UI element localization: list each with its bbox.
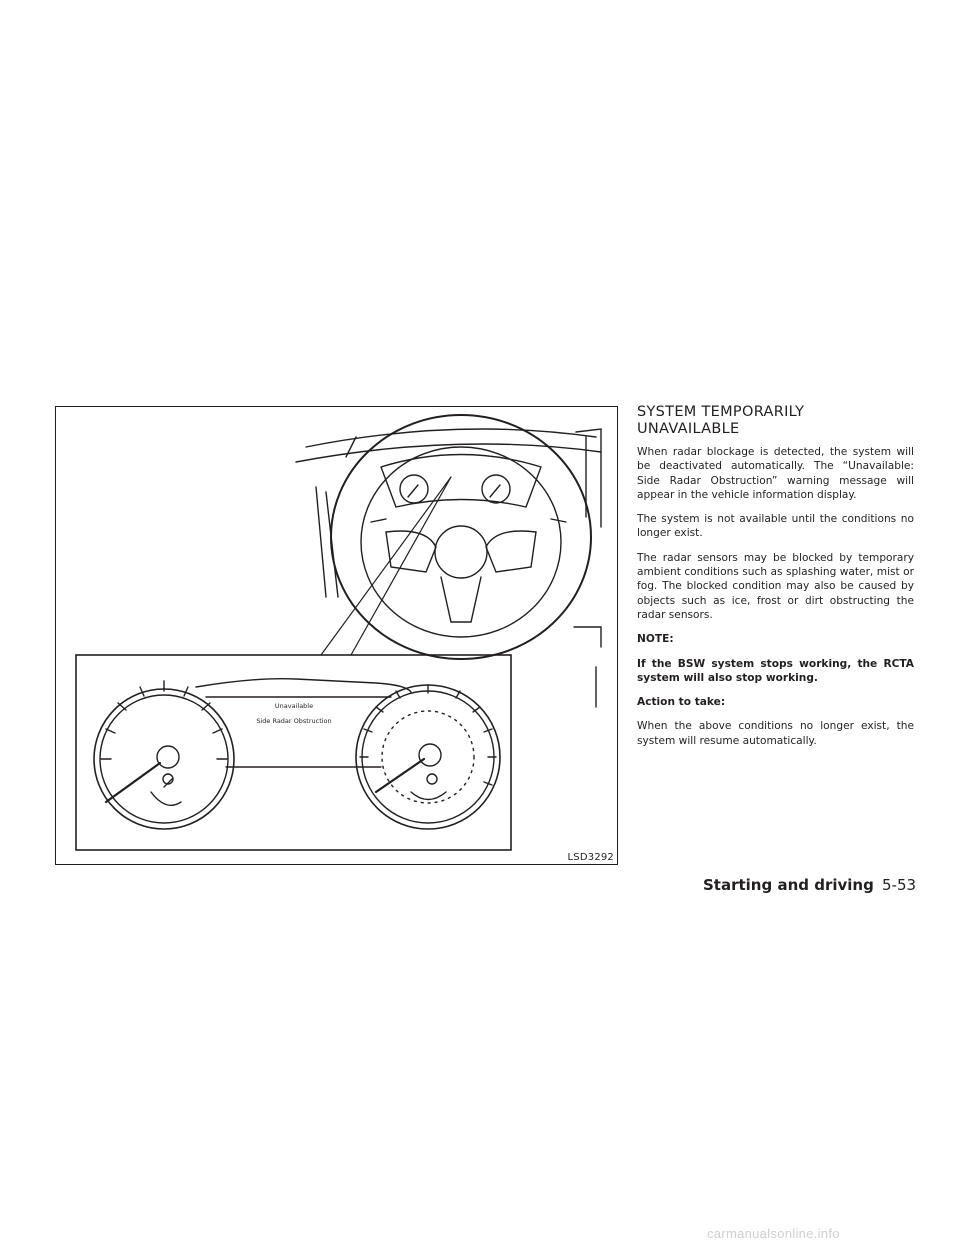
text-column xyxy=(637,404,914,758)
footer-page-number: 5-53 xyxy=(882,876,917,894)
figure-code: LSD3292 xyxy=(567,852,614,863)
paragraph-deactivation: When radar blockage is detected, the system will be deactivated automatically. The “Unavailable: Side Radar Obstruction” warning message will appear in the vehicle information display. xyxy=(637,446,914,501)
heading-line-2: UNAVAILABLE xyxy=(637,421,740,437)
action-label: Action to take: xyxy=(637,696,726,709)
heading-line-1: SYSTEM TEMPORARILY xyxy=(637,404,805,420)
note-label: NOTE: xyxy=(637,633,674,646)
action-text: When the above conditions no longer exist, the system will resume automatically. xyxy=(637,720,914,747)
illustration-figure xyxy=(55,406,618,865)
section-heading xyxy=(637,404,914,438)
steering-wheel-cluster-illustration xyxy=(56,407,618,865)
footer-section-title: Starting and driving xyxy=(703,876,874,894)
note-text: If the BSW system stops working, the RCTA system will also stop working. xyxy=(637,657,914,684)
paragraph-blockage-causes: The radar sensors may be blocked by temporary ambient conditions such as splashing water, mist or fog. The blocked condition may also be caused by objects such as ice, frost or dirt obstructing the radar sensors. xyxy=(637,551,914,621)
paragraph-availability: The system is not available until the conditions no longer exist. xyxy=(637,513,914,540)
display-text-side-radar: Side Radar Obstruction xyxy=(256,717,332,725)
display-text-unavailable: Unavailable xyxy=(274,702,314,710)
watermark-text: carmanualsonline.info xyxy=(707,1226,840,1241)
